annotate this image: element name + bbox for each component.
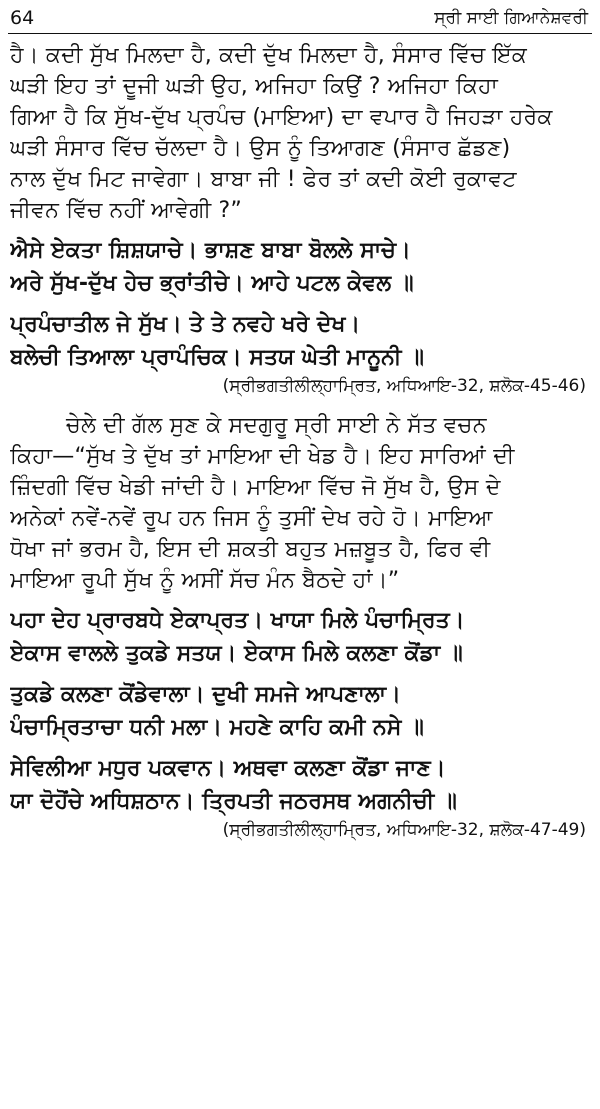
paragraph-1 bbox=[10, 40, 592, 226]
verse-line: ਬਲੇਚੀ ਤਿਆਲਾ ਪ੍ਰਾਪੰਚਿਕ। ਸਤਯ ਘੇਤੀ ਮਾਨੂਨੀ ॥ bbox=[10, 345, 424, 370]
text-line: ਹੈ। ਕਦੀ ਸੁੱਖ ਮਿਲਦਾ ਹੈ, ਕਦੀ ਦੁੱਖ ਮਿਲਦਾ ਹੈ, ਸੰਸਾਰ ਵਿੱਚ ਇੱਕ bbox=[10, 43, 527, 68]
verse-line: ਤੁਕਡੇ ਕਲਣਾ ਕੋਂਡੇਵਾਲਾ। ਦੁਖੀ ਸਮਜੇ ਆਪਣਾਲਾ। bbox=[10, 682, 401, 707]
verse-line: ਪੰਚਾਮ੍ਰਿਤਾਚਾ ਧਨੀ ਮਲਾ। ਮਹਣੇ ਕਾਹਿ ਕਮੀ ਨਸੇ ॥ bbox=[10, 715, 424, 740]
verse-block-1 bbox=[10, 234, 592, 300]
verse-block-3 bbox=[10, 604, 592, 670]
header-rule bbox=[8, 33, 592, 34]
page-number: 64 bbox=[10, 7, 35, 29]
text-line: ਜੀਵਨ ਵਿੱਚ ਨਹੀਂ ਆਵੇਗੀ ?” bbox=[10, 198, 242, 223]
verse-line: ਸੇਵਿਲੀਆ ਮਧੁਰ ਪਕਵਾਨ। ਅਥਵਾ ਕਲਣਾ ਕੋਂਡਾ ਜਾਣ। bbox=[10, 756, 446, 781]
text-line: ਕਿਹਾ—“ਸੁੱਖ ਤੇ ਦੁੱਖ ਤਾਂ ਮਾਇਆ ਦੀ ਖੇਡ ਹੈ। ਇਹ ਸਾਰਿਆਂ ਦੀ bbox=[10, 444, 515, 469]
verse-line: ਪ੍ਰਪੰਚਾਤੀਲ ਜੇ ਸੁੱਖ। ਤੇ ਤੇ ਨਵਹੇ ਖਰੇ ਦੇਖ। bbox=[10, 312, 361, 337]
paragraph-2 bbox=[10, 410, 592, 596]
page-content bbox=[10, 40, 592, 844]
text-line: ਗਿਆ ਹੈ ਕਿ ਸੁੱਖ-ਦੁੱਖ ਪ੍ਰਪੰਚ (ਮਾਇਆ) ਦਾ ਵਪਾਰ ਹੈ ਜਿਹੜਾ ਹਰੇਕ bbox=[10, 105, 553, 130]
running-title: ਸ੍ਰੀ ਸਾਈ ਗਿਆਨੇਸ਼ਵਰੀ bbox=[434, 8, 588, 28]
text-line: ਧੋਖਾ ਜਾਂ ਭਰਮ ਹੈ, ਇਸ ਦੀ ਸ਼ਕਤੀ ਬਹੁਤ ਮਜ਼ਬੂਤ ਹੈ, ਫਿਰ ਵੀ bbox=[10, 537, 491, 562]
verse-line: ਏਕਾਸ ਵਾਲਲੇ ਤੁਕਡੇ ਸਤਯ। ਏਕਾਸ ਮਿਲੇ ਕਲਣਾ ਕੋਂਡਾ ॥ bbox=[10, 641, 463, 666]
verse-line: ਅਰੇ ਸੁੱਖ-ਦੁੱਖ ਹੇਚ ਭ੍ਰਾਂਤੀਚੇ। ਆਹੇ ਪਟਲ ਕੇਵਲ ॥ bbox=[10, 271, 414, 296]
text-line: ਜ਼ਿੰਦਗੀ ਵਿੱਚ ਖੇਡੀ ਜਾਂਦੀ ਹੈ। ਮਾਇਆ ਵਿੱਚ ਜੋ ਸੁੱਖ ਹੈ, ਉਸ ਦੇ bbox=[10, 475, 501, 500]
verse-block-4 bbox=[10, 678, 592, 744]
verse-block-5 bbox=[10, 752, 592, 844]
verse-block-2 bbox=[10, 308, 592, 400]
verse-line: ਐਸੇ ਏਕਤਾ ਸ਼ਿਸ਼ਯਾਚੇ। ਭਾਸ਼ਣ ਬਾਬਾ ਬੋਲਲੇ ਸਾਚੇ। bbox=[10, 238, 411, 263]
text-line: ਨਾਲ ਦੁੱਖ ਮਿਟ ਜਾਵੇਗਾ। ਬਾਬਾ ਜੀ ! ਫੇਰ ਤਾਂ ਕਦੀ ਕੋਈ ਰੁਕਾਵਟ bbox=[10, 167, 517, 192]
page-header bbox=[0, 0, 600, 36]
verse-line: ਪਹਾ ਦੇਹ ਪ੍ਰਾਰਬਧੇ ਏਕਾਪ੍ਰਤ। ਖਾਯਾ ਮਿਲੇ ਪੰਚਾਮ੍ਰਿਤ। bbox=[10, 608, 465, 633]
text-line: ਮਾਇਆ ਰੂਪੀ ਸੁੱਖ ਨੂੰ ਅਸੀਂ ਸੱਚ ਮੰਨ ਬੈਠਦੇ ਹਾਂ।” bbox=[10, 568, 400, 593]
text-line: ਘੜੀ ਇਹ ਤਾਂ ਦੂਜੀ ਘੜੀ ਉਹ, ਅਜਿਹਾ ਕਿਉਂ ? ਅਜਿਹਾ ਕਿਹਾ bbox=[10, 74, 499, 99]
text-line: ਚੇਲੇ ਦੀ ਗੱਲ ਸੁਣ ਕੇ ਸਦਗੁਰੂ ਸ੍ਰੀ ਸਾਈ ਨੇ ਸੱਤ ਵਚਨ bbox=[66, 413, 487, 438]
text-line: ਘੜੀ ਸੰਸਾਰ ਵਿੱਚ ਚੱਲਦਾ ਹੈ। ਉਸ ਨੂੰ ਤਿਆਗਣ (ਸੰਸਾਰ ਛੱਡਣ) bbox=[10, 136, 511, 161]
text-line: ਅਨੇਕਾਂ ਨਵੇਂ-ਨਵੇਂ ਰੂਪ ਹਨ ਜਿਸ ਨੂੰ ਤੁਸੀਂ ਦੇਖ ਰਹੇ ਹੋ। ਮਾਇਆ bbox=[10, 506, 493, 531]
citation: (ਸ੍ਰੀਭਗਤੀਲੀਲ੍ਹਾਮ੍ਰਿਤ, ਅਧਿਆਇ-32, ਸ਼ਲੋਕ-47-49) bbox=[222, 820, 586, 840]
verse-line: ਯਾ ਦੋਹੋਂਚੇ ਅਧਿਸ਼ਠਾਨ। ਤ੍ਰਿਪਤੀ ਜਠਰਸਥ ਅਗਨੀਚੀ ॥ bbox=[10, 789, 457, 814]
citation: (ਸ੍ਰੀਭਗਤੀਲੀਲ੍ਹਾਮ੍ਰਿਤ, ਅਧਿਆਇ-32, ਸ਼ਲੋਕ-45-46) bbox=[222, 376, 586, 396]
